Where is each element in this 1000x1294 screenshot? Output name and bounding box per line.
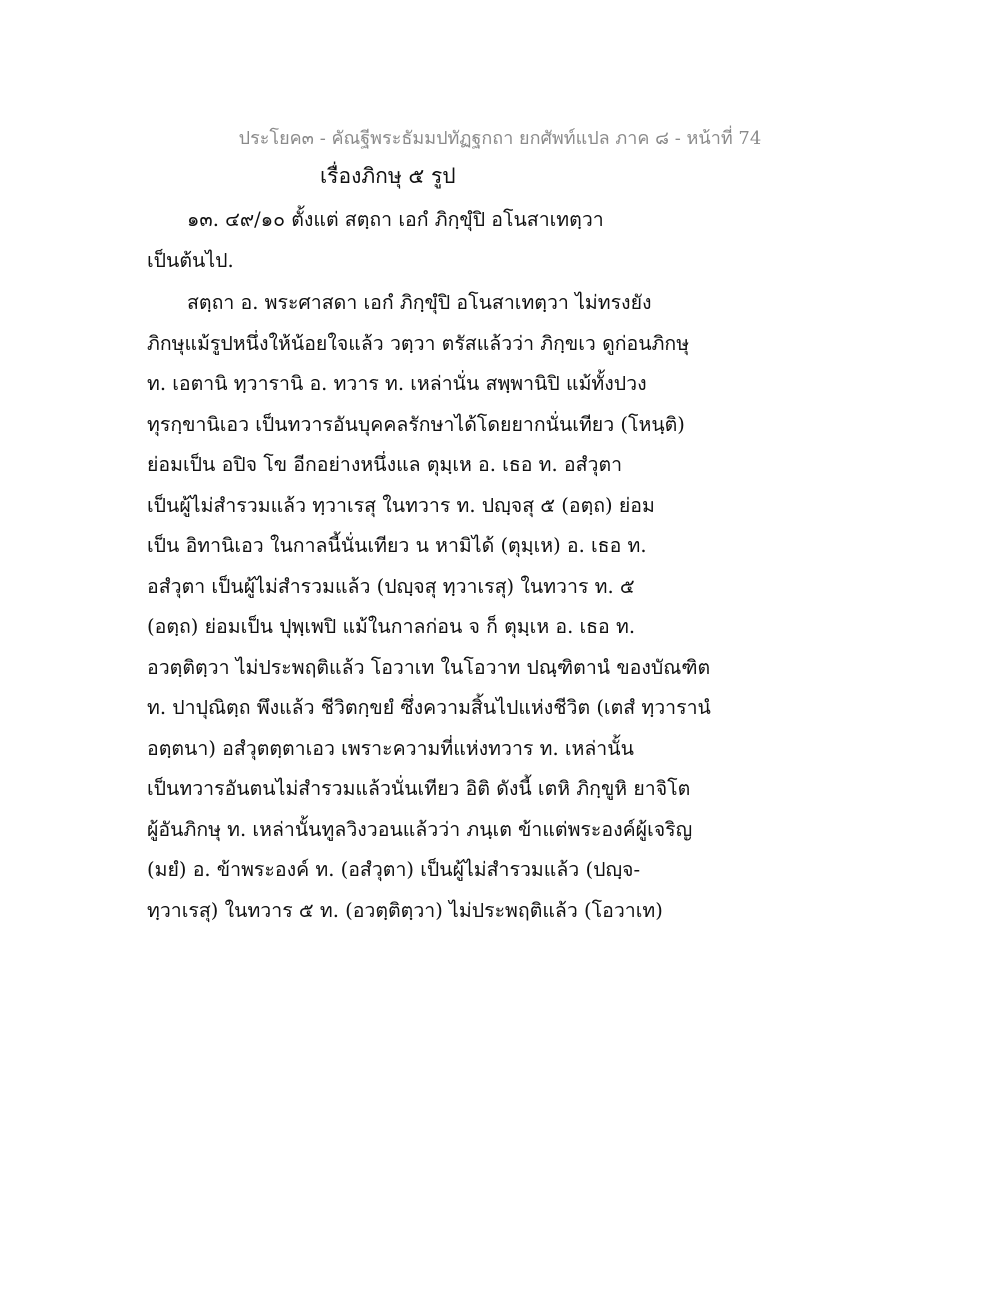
body-line: ภิกษุแม้รูปหนึ่งให้น้อยใจแล้ว วตฺวา ตรัสแล้วว่า ภิกฺขเว ดูก่อนภิกษุ [147,331,690,355]
body-line: ทฺวาเรสุ) ในทวาร ๕ ท. (อวตฺติตฺวา) ไม่ประพฤติแล้ว (โอวาเท) [147,898,663,922]
body-line: อสํวุตา เป็นผู้ไม่สำรวมแล้ว (ปญฺจสุ ทฺวาเรสุ) ในทวาร ท. ๕ [147,574,635,598]
body-line: เป็นต้นไป. [147,248,234,272]
story-title: เรื่องภิกษุ ๕ รูป [320,164,456,188]
body-text [147,200,711,931]
body-line: ท. ปาปุณิตฺถ พึงแล้ว ชีวิตกฺขยํ ซึ่งความสิ้นไปแห่งชีวิต (เตสํ ทฺวารานํ [147,696,711,719]
body-line: (อตฺถ) ย่อมเป็น ปุพฺเพปิ แม้ในกาลก่อน จ ก็ ตุมฺเห อ. เธอ ท. [147,615,636,638]
body-line: อตฺตนา) อสํวุตตฺตาเอว เพราะความที่แห่งทวาร ท. เหล่านั้น [147,736,634,760]
body-line: เป็นผู้ไม่สำรวมแล้ว ทฺวาเรสุ ในทวาร ท. ปญฺจสุ ๕ (อตฺถ) ย่อม [147,493,655,517]
running-header [0,123,1000,152]
body-line: สตฺถา อ. พระศาสดา เอกํ ภิกฺขุํปิ อโนสาเทตฺวา ไม่ทรงยัง [187,291,652,314]
body-line: เป็นทวารอันตนไม่สำรวมแล้วนั่นเทียว อิติ ดังนี้ เตหิ ภิกฺขูหิ ยาจิโต [147,777,691,800]
body-line-verse-ref: ๑๓. ๔๙/๑๐ ตั้งแต่ สตฺถา เอกํ ภิกฺขุํปิ อโนสาเทตฺวา [187,208,604,231]
body-line: ย่อมเป็น อปิจ โข อีกอย่างหนึ่งแล ตุมฺเห อ. เธอ ท. อสํวุตา [147,453,623,476]
body-line: เป็น อิทานิเอว ในกาลนี้นั่นเทียว น หามิได้ (ตุมฺเห) อ. เธอ ท. [147,534,647,557]
body-line: ทุรกฺขานิเอว เป็นทวารอันบุคคลรักษาได้โดยยากนั่นเทียว (โหนฺติ) [147,412,685,436]
body-line: ท. เอตานิ ทฺวารานิ อ. ทวาร ท. เหล่านั่น สพฺพานิปิ แม้ทั้งปวง [147,372,647,395]
body-line: อวตฺติตฺวา ไม่ประพฤติแล้ว โอวาเท ในโอวาท ปณฺฑิตานํ ของบัณฑิต [147,655,711,679]
running-header-text: ประโยค๓ - คัณฐีพระธัมมปทัฏฐกถา ยกศัพท์แปล ภาค ๘ - หน้าที่ 74 [238,128,762,149]
body-line: (มยํ) อ. ข้าพระองค์ ท. (อสํวุตา) เป็นผู้ไม่สำรวมแล้ว (ปญฺจ- [147,858,641,881]
body-line: ผู้อันภิกษุ ท. เหล่านั้นทูลวิงวอนแล้วว่า ภนฺเต ข้าแต่พระองค์ผู้เจริญ [147,817,693,841]
